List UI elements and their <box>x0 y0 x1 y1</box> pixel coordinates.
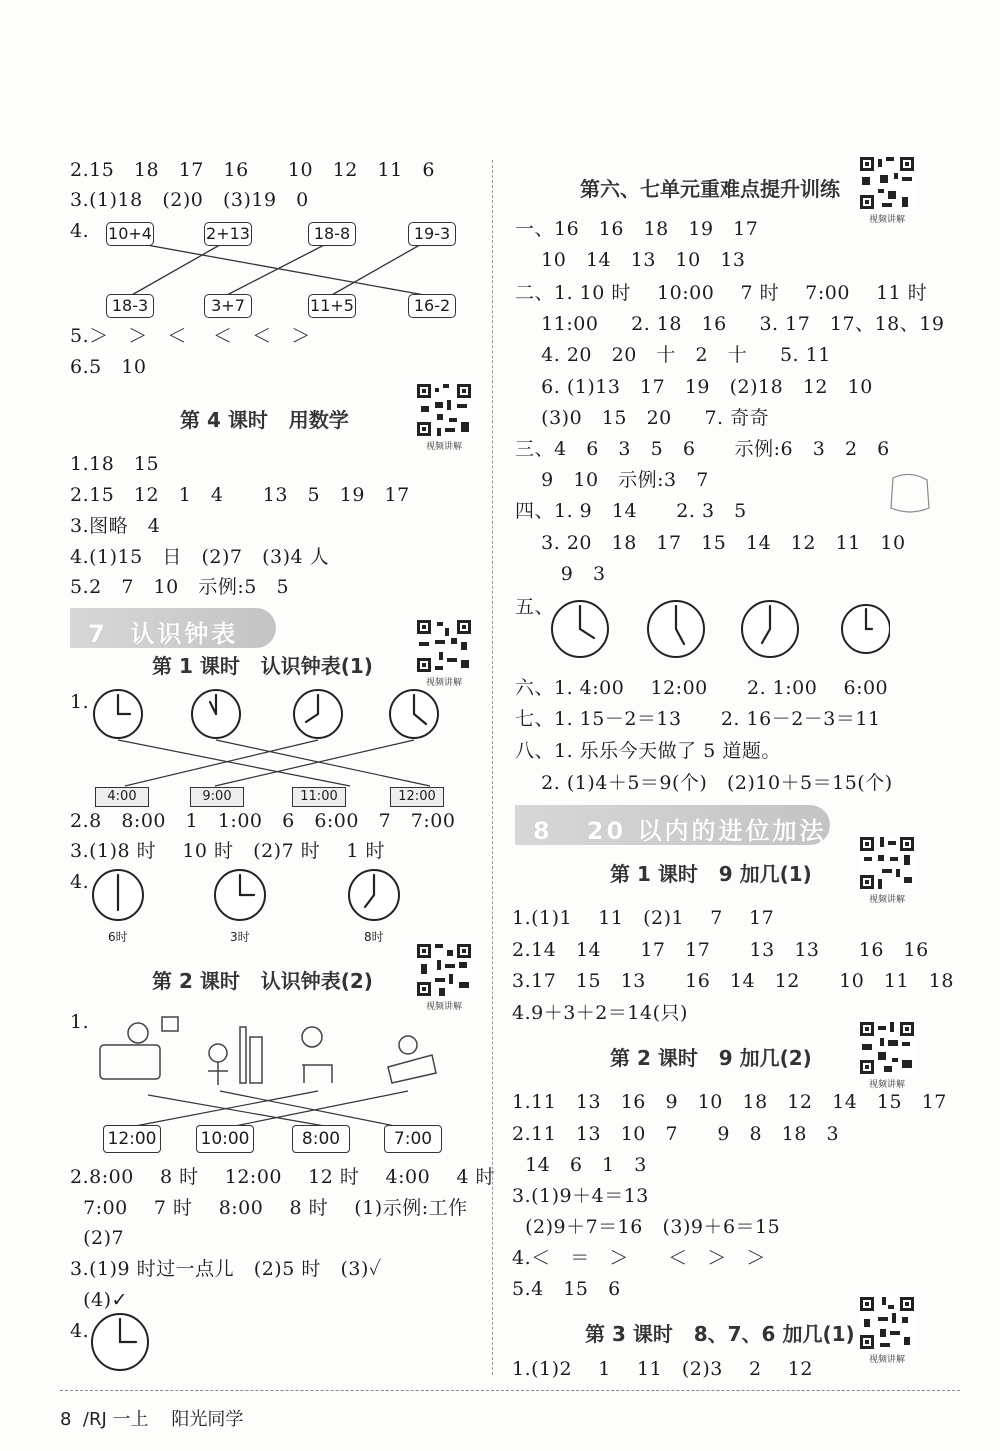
answer-label: 1. <box>70 1011 90 1033</box>
qr-code-icon <box>415 382 473 438</box>
lesson-title: 第 4 课时 用数学 <box>180 408 349 432</box>
answer-label: 4. <box>70 220 90 242</box>
unit-banner-text: 7 认识钟表 <box>88 620 239 648</box>
digital-clock: 9:00 <box>190 787 244 807</box>
lesson-title: 第 1 课时 认识钟表(1) <box>152 654 373 678</box>
answer-line: 3. 20 18 17 15 14 12 11 10 <box>515 532 906 554</box>
expression-box: 2+13 <box>204 222 252 246</box>
expression-box: 18-3 <box>106 294 154 318</box>
answer-line: 4.9＋3＋2＝14(只) <box>512 1002 688 1024</box>
answer-line: 三、4 6 3 5 6 示例:6 3 2 6 <box>515 438 890 460</box>
expression-box: 18-8 <box>308 222 356 246</box>
lesson-title: 第 2 课时 认识钟表(2) <box>152 969 373 993</box>
answer-line: 3.图略 4 <box>70 515 161 537</box>
expression-box: 3+7 <box>204 294 252 318</box>
expression-box: 19-3 <box>408 222 456 246</box>
time-box: 12:00 <box>103 1125 161 1153</box>
answer-label: 4. <box>70 1320 90 1342</box>
answer-line: 2.8:00 8 时 12:00 12 时 4:00 4 时 <box>70 1166 495 1188</box>
answer-line: 2.11 13 10 7 9 8 18 3 <box>512 1123 840 1145</box>
answer-line: 3.(1)8 时 10 时 (2)7 时 1 时 <box>70 840 385 862</box>
answer-line: 二、1. 10 时 10:00 7 时 7:00 11 时 <box>515 282 928 304</box>
qr-code-icon <box>415 618 473 674</box>
answer-line: 10 14 13 10 13 <box>515 249 746 271</box>
qr-code-icon <box>858 155 916 211</box>
clock-caption: 3时 <box>230 930 250 944</box>
answer-line: 9 3 <box>515 563 606 585</box>
expression-box: 10+4 <box>106 222 154 246</box>
unit-banner <box>515 805 830 845</box>
answer-line: 1.(1)1 11 (2)1 7 17 <box>512 907 775 929</box>
answer-line: 5.2 7 10 示例:5 5 <box>70 576 290 598</box>
qr-code[interactable] <box>415 618 473 688</box>
digital-clock: 12:00 <box>390 787 444 807</box>
qr-code[interactable] <box>858 155 916 225</box>
qr-code[interactable] <box>415 942 473 1012</box>
qr-caption: 视频讲解 <box>425 678 462 688</box>
digital-clock: 4:00 <box>95 787 149 807</box>
clock-drawings <box>90 868 430 926</box>
answer-line: 7:00 7 时 8:00 8 时 (1)示例:工作 <box>70 1197 468 1219</box>
answer-line: 9 10 示例:3 7 <box>515 469 709 491</box>
answer-line: 1.11 13 16 9 10 18 12 14 15 17 <box>512 1091 947 1113</box>
answer-line: 1.18 15 <box>70 453 160 475</box>
page-footer: 8 /RJ 一上 阳光同学 <box>60 1409 244 1430</box>
time-box: 8:00 <box>292 1125 350 1153</box>
clock-caption: 8时 <box>364 930 384 944</box>
answer-line: (2)9＋7＝16 (3)9＋6＝15 <box>512 1216 781 1238</box>
answer-line: 4.＜ ＝ ＞ ＜ ＞ ＞ <box>512 1247 766 1269</box>
answer-line: 3.17 15 13 16 14 12 10 11 18 <box>512 970 954 992</box>
digital-clock: 11:00 <box>292 787 346 807</box>
qr-code[interactable] <box>858 835 916 905</box>
answer-line: 七、1. 15－2＝13 2. 16－2－3＝11 <box>515 708 881 730</box>
answer-line: 6.5 10 <box>70 356 147 378</box>
unit-banner-text: 8 20 以内的进位加法 <box>533 817 827 845</box>
qr-code[interactable] <box>415 382 473 452</box>
qr-code-icon <box>858 1020 916 1076</box>
qr-code-icon <box>858 1295 916 1351</box>
answer-label: 1. <box>70 691 90 713</box>
qr-caption: 视频讲解 <box>868 895 905 905</box>
answer-line: (2)7 <box>70 1227 125 1249</box>
qr-caption: 视频讲解 <box>868 1355 905 1365</box>
answer-line: 四、1. 9 14 2. 3 5 <box>515 500 747 522</box>
answer-line: 2.15 18 17 16 10 12 11 6 <box>70 159 435 181</box>
answer-line: 2. (1)4＋5＝9(个) (2)10＋5＝15(个) <box>515 772 893 794</box>
matching-lines <box>0 0 490 330</box>
expression-box: 16-2 <box>408 294 456 318</box>
answer-line: 5.4 15 6 <box>512 1278 621 1300</box>
answer-line: 2.8 8:00 1 1:00 6 6:00 7 7:00 <box>70 810 456 832</box>
answer-line: 2.14 14 17 17 13 13 16 16 <box>512 939 929 961</box>
qr-caption: 视频讲解 <box>425 442 462 452</box>
answer-line: 3.(1)9＋4＝13 <box>512 1185 649 1207</box>
answer-line: 4.(1)15 日 (2)7 (3)4 人 <box>70 546 330 568</box>
unit-banner <box>70 608 276 648</box>
clock-caption: 6时 <box>108 930 128 944</box>
answer-line: 6. (1)13 17 19 (2)18 12 10 <box>515 376 873 398</box>
expression-box: 11+5 <box>308 294 356 318</box>
answer-line: 3.(1)18 (2)0 (3)19 0 <box>70 189 309 211</box>
answer-label: 五、 <box>515 596 555 618</box>
time-box: 10:00 <box>196 1125 254 1153</box>
answer-line: 2.15 12 1 4 13 5 19 17 <box>70 484 410 506</box>
qr-code-icon <box>858 835 916 891</box>
stamp-icon <box>885 468 935 518</box>
qr-caption: 视频讲解 <box>425 1002 462 1012</box>
clock-drawing <box>88 1310 152 1374</box>
answer-line: 3.(1)9 时过一点儿 (2)5 时 (3)✓ <box>70 1258 382 1280</box>
answer-line: 5.＞ ＞ ＜ ＜ ＜ ＞ <box>70 325 311 347</box>
answer-line: 六、1. 4:00 12:00 2. 1:00 6:00 <box>515 677 889 699</box>
answer-line: 一、16 16 18 19 17 <box>515 218 759 240</box>
footer-rule <box>60 1390 960 1391</box>
column-divider <box>492 160 493 1375</box>
time-box: 7:00 <box>384 1125 442 1153</box>
lesson-title: 第 1 课时 9 加几(1) <box>610 862 812 886</box>
answer-line: 1.(1)2 1 11 (2)3 2 12 <box>512 1358 813 1380</box>
lesson-title: 第 2 课时 9 加几(2) <box>610 1046 812 1070</box>
answer-line: 4. 20 20 十 2 十 5. 11 <box>515 344 831 366</box>
clock-answers <box>550 598 890 662</box>
daily-activity-pictures <box>90 1015 450 1130</box>
section-title: 第六、七单元重难点提升训练 <box>580 177 840 201</box>
answer-line: (3)0 15 20 7. 奇奇 <box>515 407 770 429</box>
answer-line: 11:00 2. 18 16 3. 17 17、18、19 <box>515 313 945 335</box>
answer-line: 14 6 1 3 <box>512 1154 647 1176</box>
answer-label: 4. <box>70 871 90 893</box>
answer-line: (4)✓ <box>70 1289 128 1311</box>
qr-caption: 视频讲解 <box>868 215 905 225</box>
qr-code[interactable] <box>858 1020 916 1090</box>
qr-code[interactable] <box>858 1295 916 1365</box>
qr-caption: 视频讲解 <box>868 1080 905 1090</box>
qr-code-icon <box>415 942 473 998</box>
lesson-title: 第 3 课时 8、7、6 加几(1) <box>585 1322 855 1346</box>
answer-line: 八、1. 乐乐今天做了 5 道题。 <box>515 740 781 762</box>
